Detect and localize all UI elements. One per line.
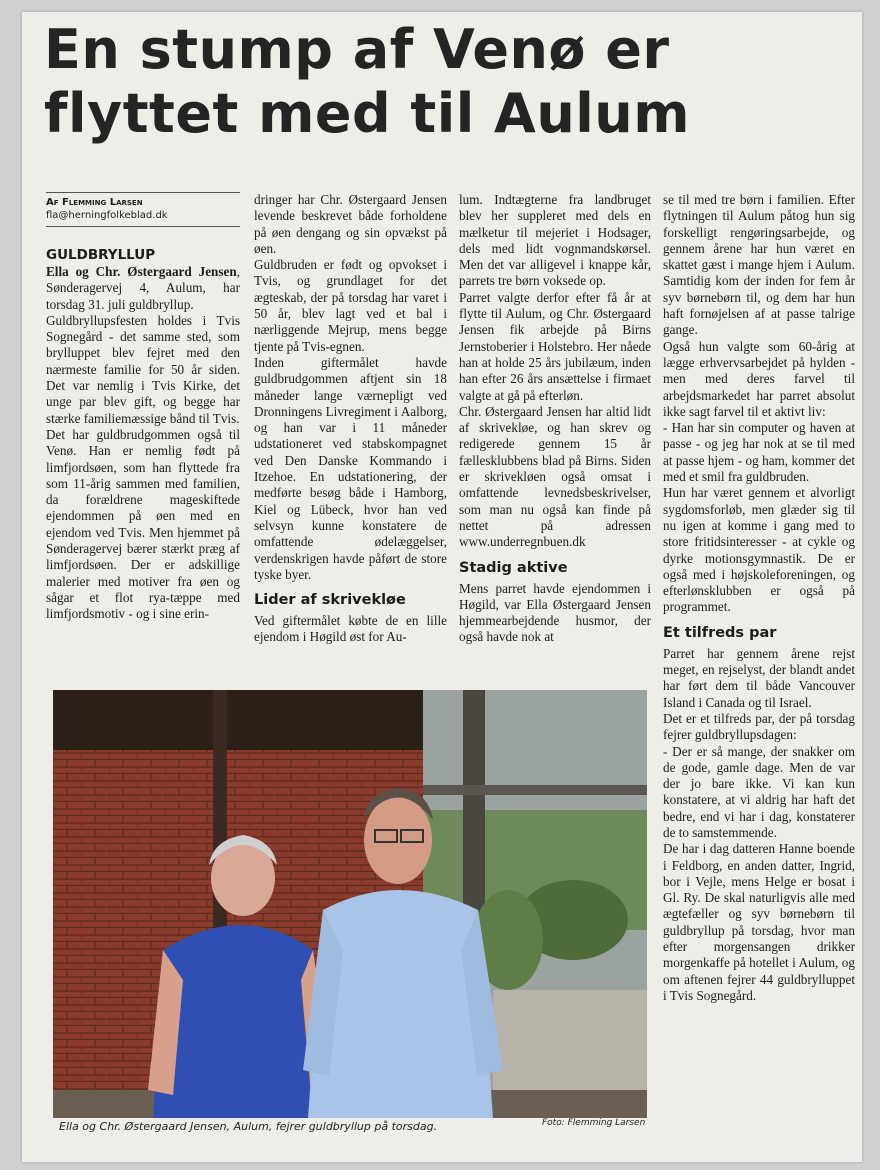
kicker: GULDBRYLLUP xyxy=(46,247,156,263)
subheading-skriveklo: Lider af skrivekløe xyxy=(254,592,406,609)
subheading-stadig-aktive: Stadig aktive xyxy=(459,559,568,576)
paragraph: Hun har været gennem et alvorligt sygdomsforløb, men glæder sig til nu igen at komme i gang med to store fritidsinteresser - at cykle og dyrke motionsgymnastik. De er også med i højskoleforeningen, og efterlønsklubben er også på programmet. xyxy=(663,485,855,615)
paragraph: Også hun valgte som 60-årig at lægge erhvervsarbejdet på hylden - men med deres farvel til arbejdsmarkedet har parret absolut ikke sagt farvel til et aktivt liv: xyxy=(663,338,855,419)
newspaper-clipping xyxy=(22,12,862,1162)
paragraph: De har i dag datteren Hanne boende i Feldborg, en anden datter, Ingrid, bor i Vejle, mens Helge er bosat i Gl. Ry. De skal naturligvis alle med ægtefæller og syv børnebørn til guldbryllup på torsdag, hvor man efter morgensangen drikker morgenkaffe på hotellet i Aulum, og om aftenen fejrer 44 guldbrylluppet i Tvis Sognegård. xyxy=(663,841,855,1003)
paragraph: Guldbruden er født og opvokset i Tvis, og grundlaget for det ægteskab, der på torsdag har varet i 50 år, blev lagt ved et bal i nærliggende Mejrup, mens begge tjente på Tvis-egnen. xyxy=(254,257,447,354)
lead-rest: , Sønderagervej 4, Aulum, har torsdag 31. juli guldbryllup. xyxy=(46,264,240,312)
article-column-4 xyxy=(663,192,855,1004)
byline-author: Af Flemming Larsen xyxy=(46,197,143,208)
paragraph: dringer har Chr. Østergaard Jensen levende beskrevet både forholdene på øen dengang og sin opvækst på øen. xyxy=(254,192,447,256)
paragraph: Chr. Østergaard Jensen har altid lidt af skrivekløe, og han skrev og redigerede gennem 15 år fællesklubbens blad på Birns. Siden er skrivekløen også omsat i omfattende levnedsbeskrivelser, som man nu også kan finde på nettet på adressen www.underregnbuen.dk xyxy=(459,403,651,550)
photo-caption: Ella og Chr. Østergaard Jensen, Aulum, fejrer guldbryllup på torsdag. xyxy=(59,1120,438,1133)
lead-names: Ella og Chr. Østergaard Jensen xyxy=(46,264,237,279)
article-column-2 xyxy=(254,192,447,646)
paragraph: - Han har sin computer og haven at passe - og jeg har nok at se til med at passe hjem - og ham, kommer det med et smil fra guldbruden. xyxy=(663,420,855,485)
paragraph: Parret har gennem årene rejst meget, en rejselyst, der blandt andet har ført dem til både Vancouver Island i Canada og til Israel. xyxy=(663,645,855,710)
paragraph: Mens parret havde ejendommen i Høgild, var Ella Østergaard Jensen hjemmearbejdende husmor, der også havde nok at xyxy=(459,580,651,645)
article-column-3 xyxy=(459,192,651,646)
headline xyxy=(44,18,844,146)
paragraph: - Der er så mange, der snakker om de gode, gamle dage. Men de var der jo bare ikke. Vi kan kun konstatere, at vi aldrig har haft det bedre, end vi har i dag, konstaterer de to samstemmende. xyxy=(663,743,855,840)
article-column-1 xyxy=(46,192,240,623)
paragraph: Inden giftermålet havde guldbrudgommen aftjent sin 18 måneder lange værnepligt ved Dronningens Livregiment i Aalborg, og han var i 11 måneder udstationeret ved stabskompagnet ved Den Danske Kommando i Itzehoe. En udstationering, der medførte besøg både i Hamborg, Kiel og Lübeck, hvor han ved selvsyn kunne konstatere de omfattende ødelæggelser, verdenskrigen havde påført de store tyske byer. xyxy=(254,354,447,582)
paragraph: Guldbryllupsfesten holdes i Tvis Sognegård - det samme sted, som brylluppet blev fejret med den nærmeste familie for 50 år siden. Det var nemlig i Tvis Kirke, det unge par blev gift, og begge har stærke familiemæssige bånd til Tvis. xyxy=(46,312,240,426)
paragraph: se til med tre børn i familien. Efter flytningen til Aulum påtog hun sig forskelligt rengøringsarbejde, og gennem årene har hun været en skattet gæst i mange hjem i Aulum. Samtidig kom der inden for fem år syv børnebørn til, og dem har hun haft fornøjelsen af at passe talrige gange. xyxy=(663,192,855,338)
paragraph: Det har guldbrudgommen også til Venø. Han er nemlig født på limfjordsøen, som han flyttede fra som 11-årig sammen med familien, da forældrene mageskiftede ejendommen på øen med en ejendom ved Tvis. Men hjemmet på Sønderagervej bærer stærkt præg af limfjordsøen. Der er adskillige malerier med motiver fra øen og sågar et flot rya-tæppe med limfjordsmotiv - og i sine erin- xyxy=(46,426,240,622)
couple-photo xyxy=(53,690,647,1118)
paragraph: Parret valgte derfor efter få år at flytte til Aulum, og Chr. Østergaard Jensen fik arbejde på Birns Jernstoberier i Holstebro. Her nåede han at holde 25 års jubilæum, inden han efter 26 års ansættelse i firmaet valgte at gå på efterløn. xyxy=(459,289,651,403)
paragraph: Det er et tilfreds par, der på torsdag fejrer guldbryllupsdagen: xyxy=(663,710,855,743)
headline-line-1: En stump af Venø er xyxy=(44,18,670,81)
photo-credit: Foto: Flemming Larsen xyxy=(542,1118,646,1128)
byline xyxy=(46,192,240,227)
byline-email: fla@herningfolkeblad.dk xyxy=(46,210,168,221)
photo-illustration xyxy=(53,690,647,1118)
paragraph: Ved giftermålet købte de en lille ejendom i Høgild øst for Au- xyxy=(254,613,447,645)
paragraph: lum. Indtægterne fra landbruget blev her suppleret med dels en mælketur til mejeriet i Hodsager, dels med lidt vognmandskørsel. Men det var alligevel i knappe kår, parrets tre børn voksede op. xyxy=(459,192,651,289)
lead-paragraph xyxy=(46,264,240,313)
headline-line-2: flyttet med til Aulum xyxy=(44,82,691,145)
subheading-tilfreds-par: Et tilfreds par xyxy=(663,624,777,641)
